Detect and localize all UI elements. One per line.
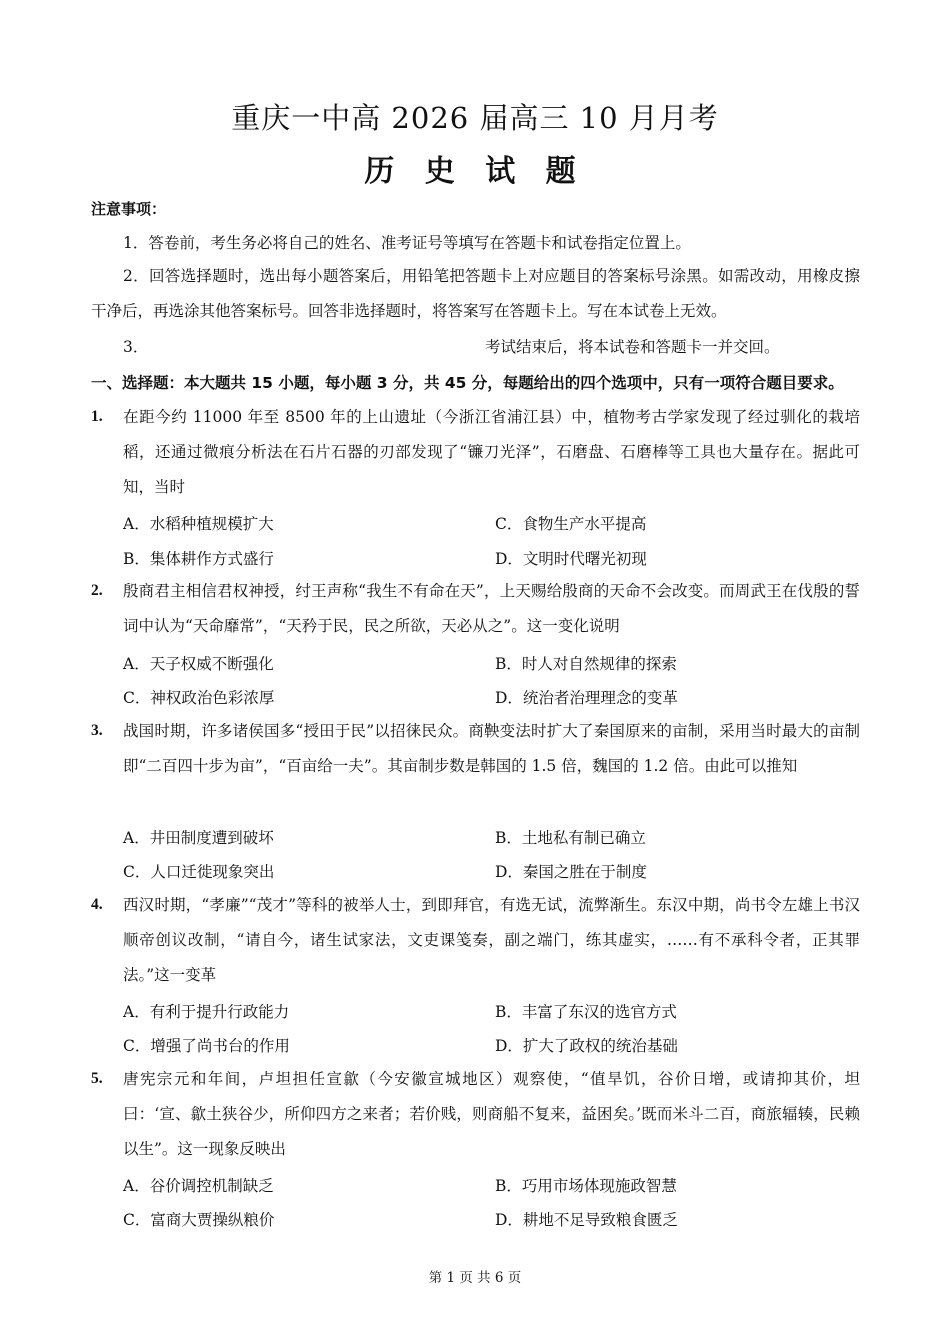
option-a: A．水稻种植规模扩大: [123, 515, 274, 533]
option-c: C．增强了尚书台的作用: [123, 1037, 290, 1055]
option-c: C．神权政治色彩浓厚: [123, 689, 275, 707]
question-text: 在距今约 11000 年至 8500 年的上山遗址（今浙江省浦江县）中，植物考古学家发现了经过驯化的栽培稻，还通过微痕分析法在石片石器的刃部发现了“镰刀光泽”，石磨盘、石磨棒等工具也大量存在。据此可知，当时: [123, 408, 860, 496]
question-number: 5.: [91, 1070, 103, 1087]
option-a: A．天子权威不断强化: [123, 655, 274, 673]
option-c: C．食物生产水平提高: [495, 515, 647, 533]
section-heading: 一、选择题：本大题共 15 小题，每小题 3 分，共 45 分，每题给出的四个选项中，只有一项符合题目要求。: [91, 374, 844, 392]
question-text: 唐宪宗元和年间，卢坦担任宣歙（今安徽宣城地区）观察使，“值旱饥，谷价日增，或请抑其价，坦曰：‘宣、歙土狭谷少，所仰四方之来者；若价贱，则商船不复来，益困矣。’既而米斗二百，商旅辐辏，民赖以生”。这一现象反映出: [123, 1070, 860, 1158]
option-a: A．谷价调控机制缺乏: [123, 1177, 274, 1195]
question-text: 西汉时期，“孝廉”“茂才”等科的被举人士，到即拜官，有选无试，流弊渐生。东汉中期，尚书令左雄上书汉顺帝创议改制，“请自今，诸生试家法，文吏课笺奏，副之端门，练其虚实，……有不承科令者，正其罪法。”这一变革: [123, 896, 860, 984]
option-d: D．耕地不足导致粮食匮乏: [495, 1211, 678, 1229]
option-d: D．扩大了政权的统治基础: [495, 1037, 678, 1055]
page-footer: 第 1 页 共 6 页: [428, 1270, 522, 1286]
option-b: B．土地私有制已确立: [495, 829, 646, 847]
option-b: B．集体耕作方式盛行: [123, 550, 274, 568]
question-number: 4.: [91, 896, 103, 913]
question-text: 战国时期，许多诸侯国多“授田于民”以招徕民众。商鞅变法时扩大了秦国原来的亩制，采用当时最大的亩制即“二百四十步为亩”，“百亩给一夫”。其亩制步数是韩国的 1.5 倍，魏国的 1.2 倍。由此可以推知: [123, 722, 860, 775]
option-c: C．富商大贾操纵粮价: [123, 1211, 275, 1229]
question-text: 殷商君主相信君权神授，纣王声称“我生不有命在天”，上天赐给殷商的天命不会改变。而周武王在伐殷的誓词中认为“天命靡常”，“天矜于民，民之所欲，天必从之”。这一变化说明: [123, 582, 860, 635]
option-a: A．有利于提升行政能力: [123, 1003, 290, 1021]
question-number: 3.: [91, 722, 103, 739]
notice-item-2: 2．回答选择题时，选出每小题答案后，用铅笔把答题卡上对应题目的答案标号涂黑。如需改动，用橡皮擦干净后，再选涂其他答案标号。回答非选择题时，将答案写在答题卡上。写在本试卷上无效。: [91, 267, 860, 320]
notice-item-1: 1．答卷前，考生务必将自己的姓名、准考证号等填写在答题卡和试卷指定位置上。: [123, 234, 691, 252]
option-b: B．丰富了东汉的选官方式: [495, 1003, 677, 1021]
notice-heading: 注意事项：: [91, 200, 167, 218]
notice-item-3-text: 考试结束后，将本试卷和答题卡一并交回。: [485, 338, 780, 356]
question-number: 1.: [91, 408, 103, 425]
option-c: C．人口迁徙现象突出: [123, 863, 275, 881]
option-d: D．秦国之胜在于制度: [495, 863, 647, 881]
exam-subject: 历 史 试 题: [364, 154, 586, 189]
option-b: B．巧用市场体现施政智慧: [495, 1177, 677, 1195]
exam-title: 重庆一中高 2026 届高三 10 月月考: [231, 101, 719, 135]
option-b: B．时人对自然规律的探索: [495, 655, 677, 673]
option-d: D．文明时代曙光初现: [495, 550, 647, 568]
option-a: A．井田制度遭到破坏: [123, 829, 274, 847]
notice-item-3-num: 3．: [123, 338, 149, 356]
option-d: D．统治者治理理念的变革: [495, 689, 678, 707]
question-number: 2.: [91, 582, 103, 599]
